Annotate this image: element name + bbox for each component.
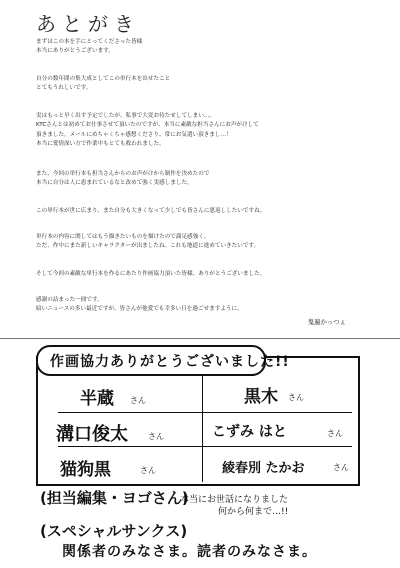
assistant-suffix: さん <box>140 466 156 475</box>
author-signature: 鬼遍かっつぇ <box>307 318 346 326</box>
assistant-suffix: さん <box>333 463 349 472</box>
text-line: この単行本が世に広まり、また自分も大きくなって少しでも皆さんに恩返ししたいですね。 <box>36 208 266 214</box>
editor-thanks-line: 本当にお世話になりました <box>180 495 289 505</box>
text-line: 本当にありがとうございます。 <box>36 48 114 55</box>
assistant-suffix: さん <box>148 432 164 441</box>
text-line: 実はもっと早く出す予定でしたが、私事で大変お待たせしてしまい…。 <box>36 113 216 119</box>
afterword-paragraph-3 <box>36 112 259 150</box>
text-line: 単行本の内容に関してはもう描きたいものを描けたので満足感強く。 <box>36 234 210 240</box>
assistant-suffix: さん <box>327 429 343 438</box>
section-divider <box>0 338 400 339</box>
afterword-paragraph-4 <box>36 170 209 189</box>
editor-thanks-line: 何から何まで…!! <box>218 507 289 517</box>
afterword-paragraph-2 <box>36 75 170 94</box>
assistant-name: 半蔵 <box>80 389 114 409</box>
assistant-suffix: さん <box>288 393 304 402</box>
text-line: とてもうれしいです。 <box>36 85 92 92</box>
special-thanks-heading: (スペシャルサンクス) <box>40 522 188 540</box>
text-line: 暗いニュースの多い最近ですが、皆さんが他愛でも幸多い日を過ごせますように。 <box>36 306 243 313</box>
editor-heading: (担当編集・ヨゴさん) <box>40 489 189 507</box>
assistant-name: 猫狗黒 <box>60 460 111 480</box>
afterword-title: あとがき <box>36 12 140 36</box>
text-line: まずはこの本を手にとってくださった皆様 <box>36 39 143 45</box>
text-line: 本当に自分は人に恵まれているなと改めて強く実感しました。 <box>36 180 193 187</box>
special-thanks-line: 関係者のみなさま。読者のみなさま。 <box>62 544 317 560</box>
text-line: 本当に愛情深い方で作業中もとても救われました。 <box>36 141 165 148</box>
assistant-name: 綾春別 たかお <box>222 461 305 476</box>
text-line: 自分の数年間の集大成としてこの単行本を出せたこと <box>36 76 171 82</box>
assistant-suffix: さん <box>130 396 146 405</box>
credits-banner-text: 作画協力ありがとうございました!! <box>50 354 290 370</box>
afterword-paragraph-5 <box>36 207 265 216</box>
credits-banner <box>36 345 290 376</box>
text-line: KTCさんとは初めてお仕事させて頂いたのですが、本当に素敵な担当さんにお声がけして <box>36 122 259 129</box>
credits-row-divider <box>58 446 352 447</box>
assistant-name: 溝口俊太 <box>56 424 128 445</box>
credits-row-divider <box>58 412 352 413</box>
assistant-name: 黒木 <box>244 387 278 407</box>
text-line: そして今回の素敵な単行本を作るにあたり作画協力頂いた皆様、ありがとうございました。 <box>36 271 266 277</box>
text-line: 感謝の詰まった一冊です。 <box>36 297 103 303</box>
afterword-paragraph-1 <box>36 38 142 57</box>
credits-column-divider <box>202 374 203 482</box>
afterword-paragraph-6 <box>36 233 259 252</box>
afterword-paragraph-7 <box>36 270 265 279</box>
text-line: ただ、作中にまた新しいキャラクターが出ましたね。これも地道に進めていきたいです。 <box>36 243 260 250</box>
text-line: また、今回の単行本も担当さんからのお声がけから制作を決めたので <box>36 171 210 177</box>
afterword-paragraph-8 <box>36 296 243 315</box>
assistant-name: こずみ はと <box>212 424 287 440</box>
text-line: 頂きました。メールにめちゃくちゃ感想くださり、常にお気遣い頂きまし…！ <box>36 131 232 138</box>
